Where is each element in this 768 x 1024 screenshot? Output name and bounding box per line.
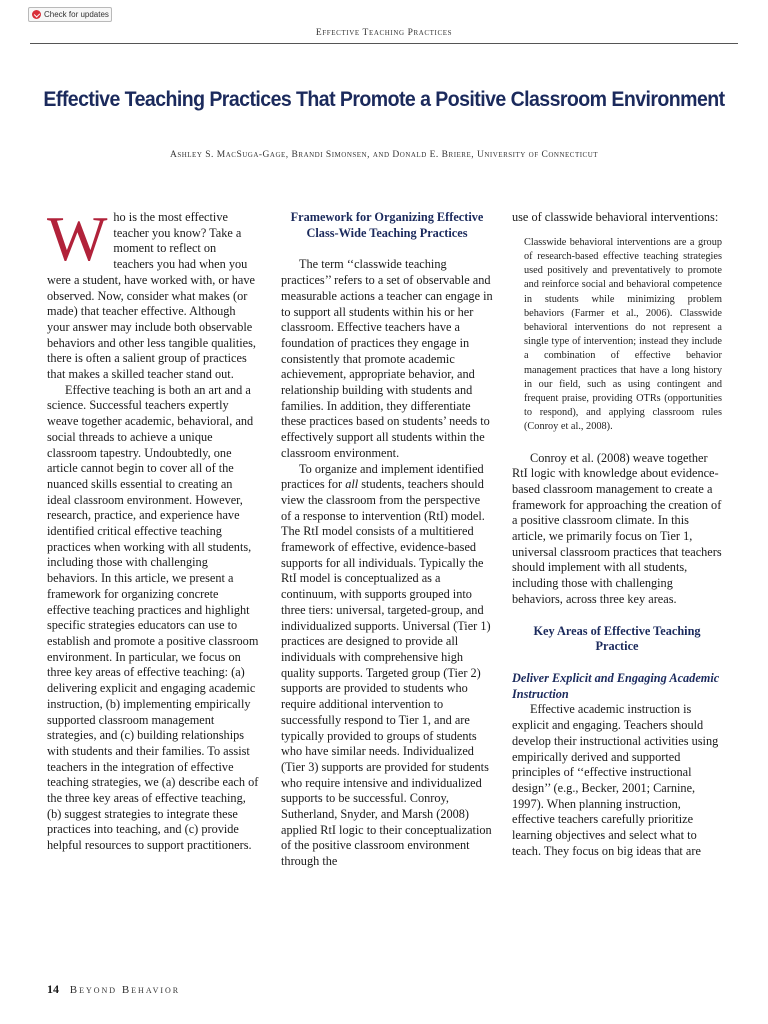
paragraph: Effective teaching is both an art and a science. Successful teachers expertly weave together academic, behavioral, and social threads to achieve a unique classroom tapestry. Undoubtedly, one article cannot begin to cover all of the nuanced skills essential to creating an ideal classroom environment. However, research, practice, and experience have identified critical effective teaching practices when working with all students, including those with challenging behaviors. In this article, we present a framework for organizing concrete effective teaching practices and highlight specific strategies educators can use to establish and promote a positive classroom environment. In particular, we focus on three key areas of effective teaching: (a) delivering explicit and engaging academic instruction, (b) implementing empirically supported classroom management strategies, and (c) building relationships with students and their families. To assist teachers in the integration of effective teaching strategies, we (a) describe each of the three key areas of effective teaching, (b) suggest strategies to integrate these practices into teaching, and (c) provide helpful resources to support practitioners. bbox=[47, 382, 259, 853]
paragraph bbox=[281, 462, 493, 870]
badge-label: Check for updates bbox=[44, 10, 109, 19]
section-heading: Framework for Organizing Effective Class-Wide Teaching Practices bbox=[290, 210, 484, 240]
column-1 bbox=[47, 203, 259, 854]
paragraph: The term ‘‘classwide teaching practices’’ refers to a set of observable and measurable actions a teacher can engage in to support all students within his or her classroom. Effective teachers have a foundation of practices they engage in consistently that promote academic achievement, appropriate behavior, and relationship building with students and families. In addition, they differentiate these practices based on students’ needs to effectively support all students within the classroom environment. bbox=[281, 257, 493, 460]
drop-cap: W bbox=[47, 203, 108, 274]
page-number: 14 bbox=[47, 982, 59, 996]
header-rule bbox=[30, 43, 738, 44]
column-3 bbox=[512, 210, 722, 859]
section-heading: Key Areas of Effective Teaching Practice bbox=[533, 623, 701, 654]
check-updates-icon bbox=[32, 10, 41, 19]
running-head: Effective Teaching Practices bbox=[315, 28, 453, 38]
subsection-heading: Deliver Explicit and Engaging Academic Instruction bbox=[512, 670, 720, 701]
paragraph: use of classwide behavioral interventions: bbox=[512, 210, 719, 224]
paragraph-text: students, teachers should view the classroom from the perspective of a response to intervention (RtI) model. The RtI model consists of a multitiered framework of effective, evidence-based supports for all individuals. Typically the RtI model is conceptualized as a continuum, with supports grouped into three tiers: universal, targeted-group, and individualized supports. Universal (Tier 1) practices are designed to provide all individuals with comprehensive high quality supports. Targeted group (Tier 2) supports are provided to students who require additional intervention to successfully respond to Tier 1, and are typically provided to groups of students who have similar needs. Individualized (Tier 3) supports are provided for students who require intensive and individualized supports to be successful. Conroy, Sutherland, Snyder, and Marsh (2008) applied RtI logic to their conceptualization of the positive classroom environment through the bbox=[281, 477, 492, 869]
block-quote: Classwide behavioral interventions are a group of research-based effective teaching strategies used positively and preventatively to promote and reinforce social and behavioral competence in students while minimizing problem behaviors (Farmer et al., 2006). Classwide behavioral interventions do not represent a single type of intervention; instead they include a combination of effective behavior management practices that have a long history in our field, such as using contingent and frequent praise, providing OTRs (opportunities to respond), and applying classroom rules (Conroy et al., 2008). bbox=[524, 236, 722, 433]
journal-name: Beyond Behavior bbox=[69, 984, 181, 996]
paragraph bbox=[47, 203, 259, 383]
emphasis: all bbox=[345, 477, 359, 492]
paragraph-text: To organize and implement identified practices for bbox=[281, 461, 484, 492]
author-line: Ashley S. MacSuga-Gage, Brandi Simonsen, and Donald E. Briere, University of Connecticut bbox=[169, 150, 599, 160]
check-for-updates-badge[interactable] bbox=[28, 7, 112, 22]
paragraph: Conroy et al. (2008) weave together RtI logic with knowledge about evidence-based classroom management to create a framework for approaching the creation of a positive classroom climate. In this article, we primarily focus on Tier 1, universal classroom practices that teachers should implement with all students, including those with challenging behaviors, across three key areas. bbox=[512, 450, 722, 606]
column-2 bbox=[281, 210, 493, 870]
paragraph-text: ho is the most effective teacher you know? Take a moment to reflect on teachers you had when you were a student, have worked with, or have observed. Now, consider what makes (or made) that teacher effective. Although your answer may include both observable behaviors and other less tangible qualities, there is often a salient group of practices that makes a skilled teacher stand out. bbox=[47, 210, 256, 382]
paragraph: Effective academic instruction is explicit and engaging. Teachers should develop their instructional activities using empirically derived and supported principles of ‘‘effective instructional design’’ (e.g., Becker, 2001; Carnine, 1997). When planning instruction, effective teachers carefully prioritize learning objectives and select what to teach. They focus on big ideas that are bbox=[512, 702, 719, 858]
article-title: Effective Teaching Practices That Promote a Positive Classroom Environment bbox=[43, 88, 725, 111]
page-footer bbox=[47, 982, 180, 997]
